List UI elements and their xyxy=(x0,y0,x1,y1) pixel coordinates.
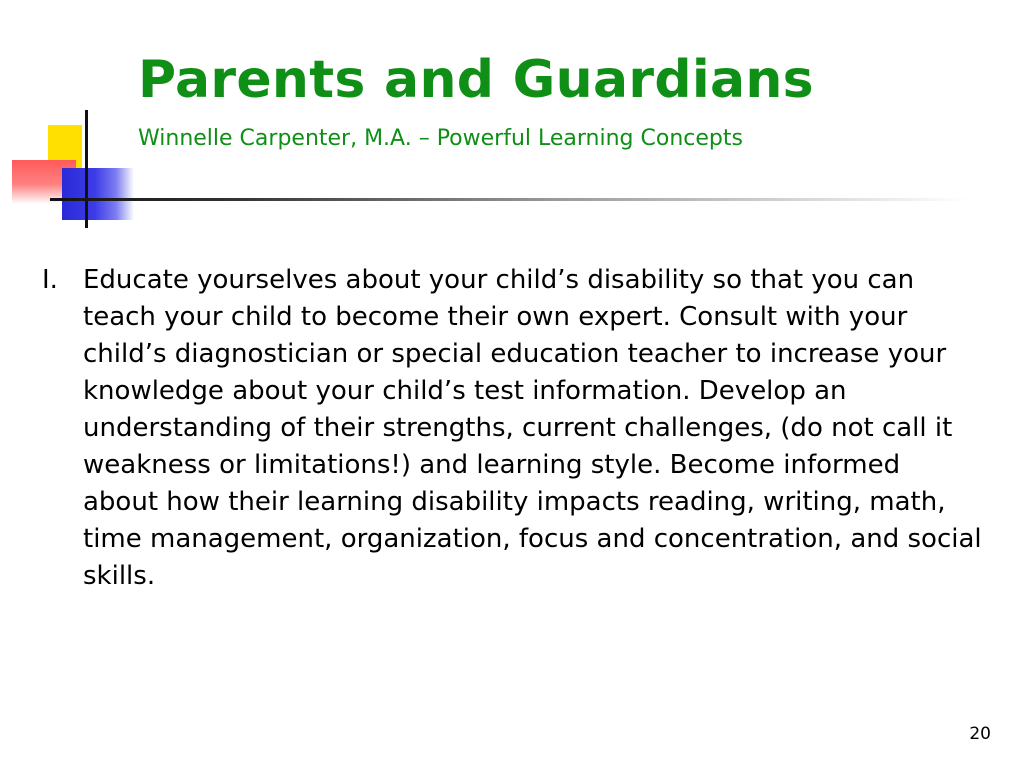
slide-subtitle: Winnelle Carpenter, M.A. – Powerful Learning Concepts xyxy=(138,126,743,151)
slide-title: Parents and Guardians xyxy=(138,50,814,110)
bullet-marker: I. xyxy=(42,265,58,295)
slide-number: 20 xyxy=(969,724,991,744)
bullet-text: Educate yourselves about your child’s disability so that you can teach your child to become their own expert. Consult with your child’s diagnostician or special education teacher to increase your knowledge about your child’s test information. Develop an understanding of their strengths, current challenges, (do not call it weakness or limitations!) and learning style. Become informed about how their learning disability impacts reading, writing, math, time management, organization, focus and concentration, and social skills. xyxy=(83,265,982,591)
blue-square xyxy=(62,168,134,220)
decorative-color-squares-icon xyxy=(0,0,150,240)
vertical-rule xyxy=(85,110,88,228)
title-divider xyxy=(50,198,970,201)
bullet-item xyxy=(42,262,982,595)
